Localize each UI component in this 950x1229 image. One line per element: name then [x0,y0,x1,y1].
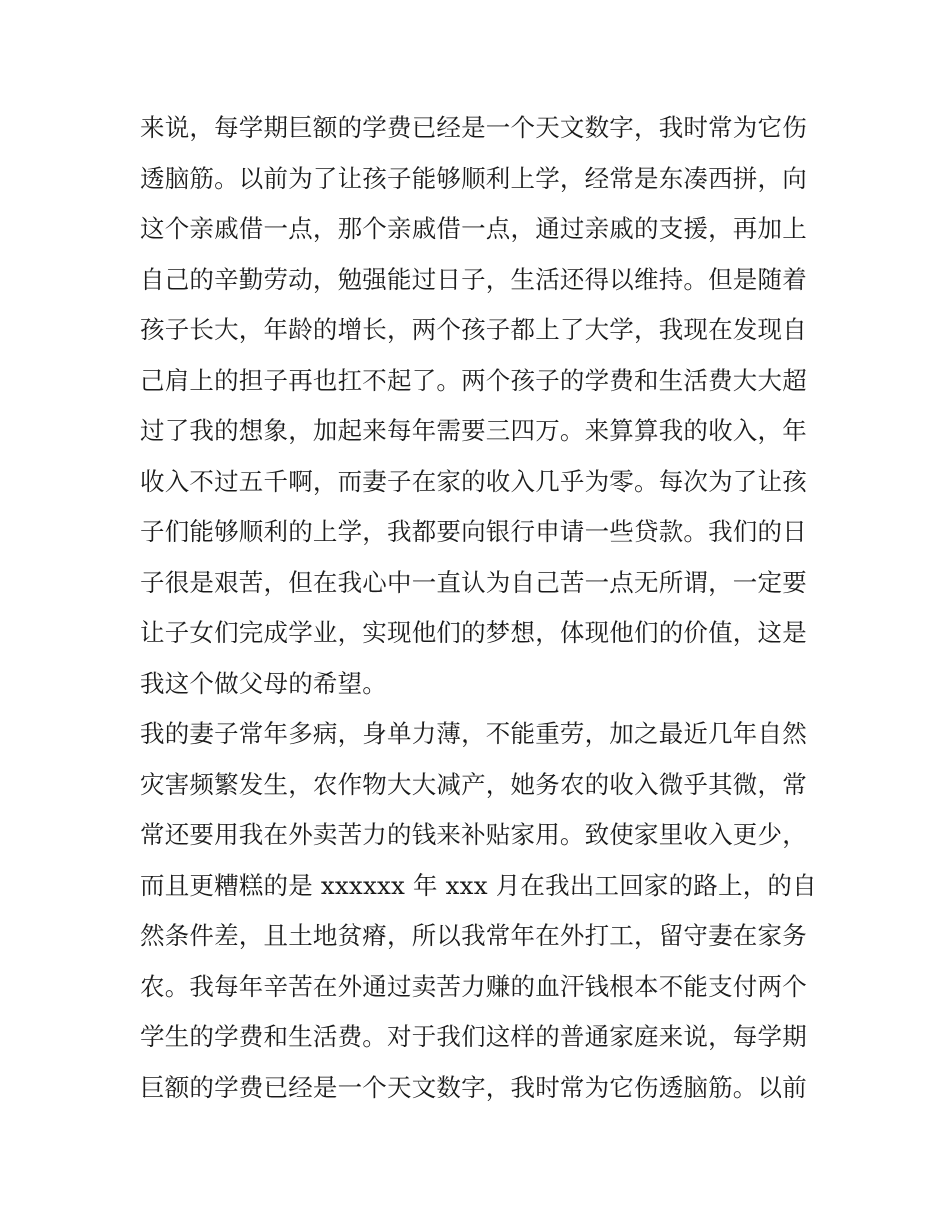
text-line: 己肩上的担子再也扛不起了。两个孩子的学费和生活费大大超 [140,365,807,395]
text-line: 过了我的想象，加起来每年需要三四万。来算算我的收入，年 [140,416,807,445]
text-line: 让子女们完成学业，实现他们的梦想，体现他们的价值，这是 [140,618,807,647]
text-line: 我的妻子常年多病，身单力薄，不能重劳，加之最近几年自然 [140,719,807,748]
text-line: 常还要用我在外卖苦力的钱来补贴家用。致使家里收入更少， [140,820,807,849]
text-line: 自己的辛勤劳动，勉强能过日子，生活还得以维持。但是随着 [140,264,807,294]
text-line: 子很是艰苦，但在我心中一直认为自己苦一点无所谓，一定要 [140,567,807,597]
text-line: 然条件差，且土地贫瘠，所以我常年在外打工，留守妻在家务 [140,921,807,950]
text-line: 学生的学费和生活费。对于我们这样的普通家庭来说，每学期 [140,1022,807,1051]
text-line: 来说，每学期巨额的学费已经是一个天文数字，我时常为它伤 [140,113,807,142]
text-line: 透脑筋。以前为了让孩子能够顺利上学，经常是东凑西拼，向 [140,163,807,193]
text-line: 而且更糟糕的是 xxxxxx 年 xxx 月在我出工回家的路上，的自 [140,870,817,900]
text-line: 子们能够顺利的上学，我都要向银行申请一些贷款。我们的日 [140,517,807,546]
text-line: 收入不过五千啊，而妻子在家的收入几乎为零。每次为了让孩 [140,466,807,496]
document-body [140,103,820,1113]
text-line: 我这个做父母的希望。 [140,668,387,698]
text-line: 孩子长大，年龄的增长，两个孩子都上了大学，我现在发现自 [140,315,807,344]
text-line: 这个亲戚借一点，那个亲戚借一点，通过亲戚的支援，再加上 [140,214,807,243]
text-line: 农。我每年辛苦在外通过卖苦力赚的血汗钱根本不能支付两个 [140,971,807,1001]
text-line: 巨额的学费已经是一个天文数字，我时常为它伤透脑筋。以前 [140,1072,807,1102]
text-line: 灾害频繁发生，农作物大大减产，她务农的收入微乎其微，常 [140,769,807,799]
